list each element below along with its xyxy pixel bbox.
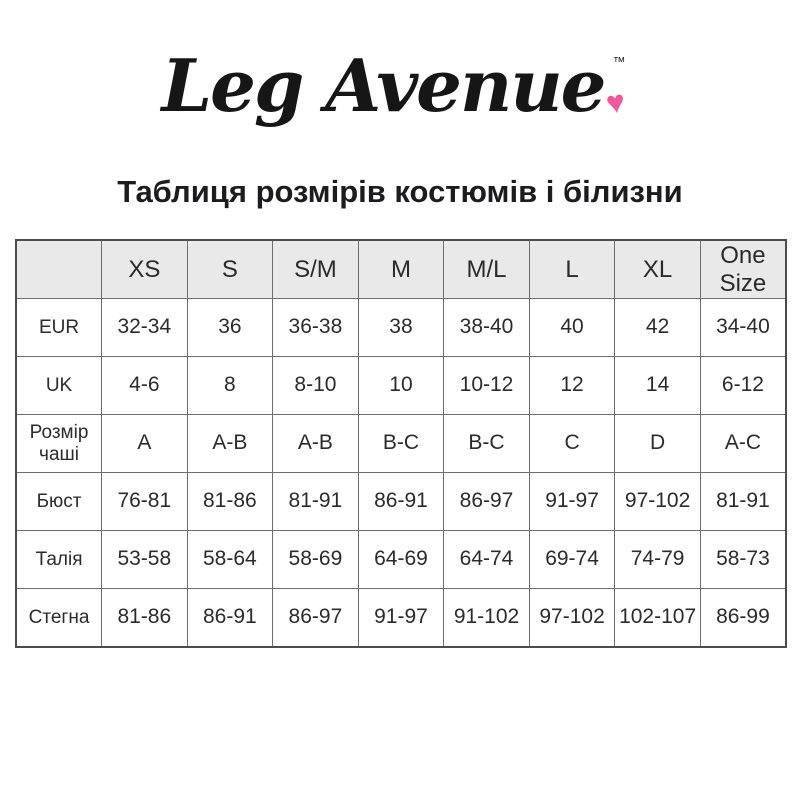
row-label: Бюст [16,473,102,531]
table-cell: D [615,415,701,473]
row-label: Талія [16,531,102,589]
table-row-bust [16,473,786,531]
brand-logo [0,0,800,128]
table-cell: 91-97 [529,473,615,531]
table-cell: 64-74 [444,531,530,589]
table-row-eur [16,299,786,357]
table-cell: 42 [615,299,701,357]
table-cell: 86-99 [700,589,786,648]
table-cell: 36-38 [273,299,359,357]
col-header-xs: XS [102,240,188,299]
table-cell: 58-64 [187,531,273,589]
row-label: UK [16,357,102,415]
table-cell: 81-91 [273,473,359,531]
brand-logo-text: Leg Avenue [161,43,605,128]
table-cell: 74-79 [615,531,701,589]
table-cell: A-B [273,415,359,473]
table-row-hips [16,589,786,648]
row-label: EUR [16,299,102,357]
col-header-one-size: One Size [700,240,786,299]
table-cell: 86-91 [187,589,273,648]
table-cell: 97-102 [615,473,701,531]
table-cell: 69-74 [529,531,615,589]
size-chart-table [15,239,787,648]
col-header-s: S [187,240,273,299]
table-cell: 102-107 [615,589,701,648]
table-cell: 14 [615,357,701,415]
table-cell: 86-91 [358,473,444,531]
table-cell: 76-81 [102,473,188,531]
table-row-uk [16,357,786,415]
table-cell: 53-58 [102,531,188,589]
table-cell: 86-97 [273,589,359,648]
table-cell: 81-91 [700,473,786,531]
table-cell: 12 [529,357,615,415]
table-cell: 38 [358,299,444,357]
header-row [16,240,786,299]
table-cell: A-C [700,415,786,473]
table-cell: 36 [187,299,273,357]
table-cell: 91-102 [444,589,530,648]
table-cell: 10-12 [444,357,530,415]
table-cell: A-B [187,415,273,473]
table-cell: 40 [529,299,615,357]
col-header-ml: M/L [444,240,530,299]
table-cell: 32-34 [102,299,188,357]
table-cell: 64-69 [358,531,444,589]
table-cell: 97-102 [529,589,615,648]
table-row-cup-size [16,415,786,473]
heart-icon: ♥ [604,82,628,122]
col-header-l: L [529,240,615,299]
col-header-sm: S/M [273,240,359,299]
table-cell: 10 [358,357,444,415]
table-cell: A [102,415,188,473]
corner-cell [16,240,102,299]
col-header-m: M [358,240,444,299]
row-label: Розмір чаші [16,415,102,473]
trademark-symbol: ™ [612,54,626,69]
table-cell: 8-10 [273,357,359,415]
table-cell: 81-86 [102,589,188,648]
table-cell: 81-86 [187,473,273,531]
table-cell: B-C [444,415,530,473]
table-cell: 91-97 [358,589,444,648]
table-cell: B-C [358,415,444,473]
table-cell: 4-6 [102,357,188,415]
page-title: Таблиця розмірів костюмів і білизни [117,174,683,209]
brand-logo-mark [604,50,638,122]
table-cell: 34-40 [700,299,786,357]
table-cell: 38-40 [444,299,530,357]
size-chart-table-container [15,239,787,648]
table-row-waist [16,531,786,589]
table-cell: C [529,415,615,473]
row-label: Стегна [16,589,102,648]
table-cell: 86-97 [444,473,530,531]
table-cell: 6-12 [700,357,786,415]
table-cell: 8 [187,357,273,415]
col-header-xl: XL [615,240,701,299]
table-cell: 58-73 [700,531,786,589]
table-cell: 58-69 [273,531,359,589]
